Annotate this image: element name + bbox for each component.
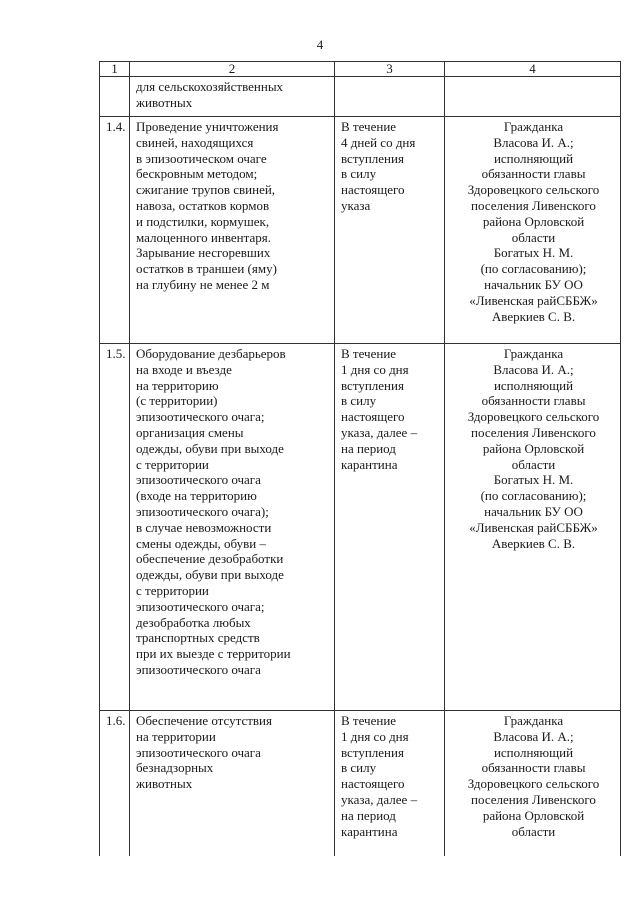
cell-line: с территории (136, 582, 209, 598)
cell-line: одежды, обуви при выходе (136, 440, 284, 456)
cell-line: эпизоотического очага (136, 661, 261, 677)
cell-line: Аверкиев С. В. (491, 535, 576, 551)
cell-line: на территории (136, 728, 216, 744)
cell-line: карантина (341, 823, 398, 839)
cell-line: при их выезде с территории (136, 646, 291, 662)
term-cell (335, 77, 445, 117)
cell-line: на период (341, 440, 396, 456)
cell-line: (входе на территорию (136, 488, 257, 504)
cell-line: на глубину не менее 2 м (136, 276, 270, 292)
cell-line: безнадзорных (136, 760, 214, 776)
cell-line: Здоровецкого сельского (467, 409, 600, 425)
cell-line: (с территории) (136, 393, 218, 409)
cell-line: Богатых Н. М. (493, 472, 574, 488)
cell-line: с территории (136, 456, 209, 472)
cell-line: вступления (341, 150, 404, 166)
cell-line: поселения Ливенского (471, 424, 596, 440)
responsible-cell (445, 117, 621, 344)
cell-line: животных (136, 776, 193, 792)
cell-line: указа, далее – (341, 424, 418, 440)
cell-line: 1 дня со дня (341, 361, 409, 377)
cell-line: животных (136, 94, 193, 110)
cell-line: Зарывание несгоревших (136, 245, 271, 261)
cell-line: указа (341, 197, 371, 213)
cell-line: Богатых Н. М. (493, 245, 574, 261)
measures-table (99, 61, 621, 856)
cell-line: в силу (341, 166, 377, 182)
table-row (100, 344, 621, 711)
cell-line: обязанности главы (481, 166, 586, 182)
cell-line: настоящего (341, 776, 405, 792)
responsible-cell (445, 344, 621, 711)
row-number: 1.4. (100, 117, 130, 344)
cell-line: в силу (341, 393, 377, 409)
cell-line: области (511, 229, 556, 245)
row-number: 1.5. (100, 344, 130, 711)
cell-line: «Ливенская райСББЖ» (469, 292, 598, 308)
cell-line: обязанности главы (481, 393, 586, 409)
cell-line: В течение (341, 119, 397, 134)
table-row (100, 77, 621, 117)
cell-line: Здоровецкого сельского (467, 182, 600, 198)
cell-line: эпизоотического очага (136, 472, 261, 488)
row-number (100, 77, 130, 117)
responsible-cell (445, 77, 621, 117)
cell-line: настоящего (341, 182, 405, 198)
cell-line: Гражданка (503, 346, 564, 361)
cell-line: вступления (341, 377, 404, 393)
cell-line: Проведение уничтожения (136, 119, 279, 134)
cell-line: сжигание трупов свиней, (136, 182, 276, 198)
responsible-cell (445, 711, 621, 857)
cell-line: Здоровецкого сельского (467, 776, 600, 792)
cell-line: одежды, обуви при выходе (136, 567, 284, 583)
cell-line: 4 дней со дня (341, 134, 416, 150)
cell-line: области (511, 456, 556, 472)
cell-line: свиней, находящихся (136, 134, 254, 150)
cell-line: поселения Ливенского (471, 197, 596, 213)
column-header-2: 2 (130, 62, 335, 77)
cell-line: (по согласованию); (480, 488, 587, 504)
cell-line: района Орловской (482, 213, 585, 229)
cell-line: эпизоотического очага; (136, 409, 265, 425)
cell-line: района Орловской (482, 440, 585, 456)
term-cell (335, 117, 445, 344)
cell-line: области (511, 823, 556, 839)
table-header-row (100, 62, 621, 77)
cell-line: В течение (341, 713, 397, 728)
cell-line: для сельскохозяйственных (136, 79, 284, 94)
cell-line: в случае невозможности (136, 519, 272, 535)
cell-line: Аверкиев С. В. (491, 308, 576, 324)
cell-line: исполняющий (493, 377, 574, 393)
cell-line: организация смены (136, 424, 244, 440)
term-cell (335, 711, 445, 857)
column-header-4: 4 (445, 62, 621, 77)
cell-line: настоящего (341, 409, 405, 425)
cell-line: исполняющий (493, 744, 574, 760)
cell-line: транспортных средств (136, 630, 260, 646)
cell-line: Гражданка (503, 713, 564, 728)
cell-line: Власова И. А.; (493, 361, 574, 377)
cell-line: начальник БУ ОО (484, 503, 583, 519)
cell-line: карантина (341, 456, 398, 472)
cell-line: 1 дня со дня (341, 728, 409, 744)
cell-line: указа, далее – (341, 791, 418, 807)
cell-line: смены одежды, обуви – (136, 535, 267, 551)
cell-line: Обеспечение отсутствия (136, 713, 272, 728)
cell-line: на период (341, 807, 396, 823)
cell-line: Оборудование дезбарьеров (136, 346, 286, 361)
cell-line: обеспечение дезобработки (136, 551, 284, 567)
cell-line: В течение (341, 346, 397, 361)
column-header-1: 1 (100, 62, 130, 77)
cell-line: в силу (341, 760, 377, 776)
cell-line: эпизоотического очага (136, 744, 261, 760)
cell-line: Власова И. А.; (493, 134, 574, 150)
cell-line: «Ливенская райСББЖ» (469, 519, 598, 535)
action-cell (130, 77, 335, 117)
cell-line: начальник БУ ОО (484, 276, 583, 292)
term-cell (335, 344, 445, 711)
cell-line: района Орловской (482, 807, 585, 823)
cell-line: остатков в траншеи (яму) (136, 261, 277, 277)
cell-line: на территорию (136, 377, 219, 393)
cell-line: в эпизоотическом очаге (136, 150, 267, 166)
cell-line: эпизоотического очага); (136, 503, 269, 519)
cell-line: дезобработка любых (136, 614, 251, 630)
action-cell (130, 711, 335, 857)
cell-line: поселения Ливенского (471, 791, 596, 807)
cell-line: Гражданка (503, 119, 564, 134)
action-cell (130, 117, 335, 344)
action-cell (130, 344, 335, 711)
page-number: 4 (316, 37, 324, 52)
column-header-3: 3 (335, 62, 445, 77)
cell-line: исполняющий (493, 150, 574, 166)
cell-line: эпизоотического очага; (136, 598, 265, 614)
cell-line: обязанности главы (481, 760, 586, 776)
cell-line: вступления (341, 744, 404, 760)
table-row (100, 711, 621, 857)
cell-line: на входе и въезде (136, 361, 232, 377)
cell-line: бескровным методом; (136, 166, 258, 182)
cell-line: (по согласованию); (480, 261, 587, 277)
cell-line: и подстилки, кормушек, (136, 213, 270, 229)
row-number: 1.6. (100, 711, 130, 857)
cell-line: Власова И. А.; (493, 728, 574, 744)
table-row (100, 117, 621, 344)
cell-line: навоза, остатков кормов (136, 197, 270, 213)
cell-line: малоценного инвентаря. (136, 229, 271, 245)
